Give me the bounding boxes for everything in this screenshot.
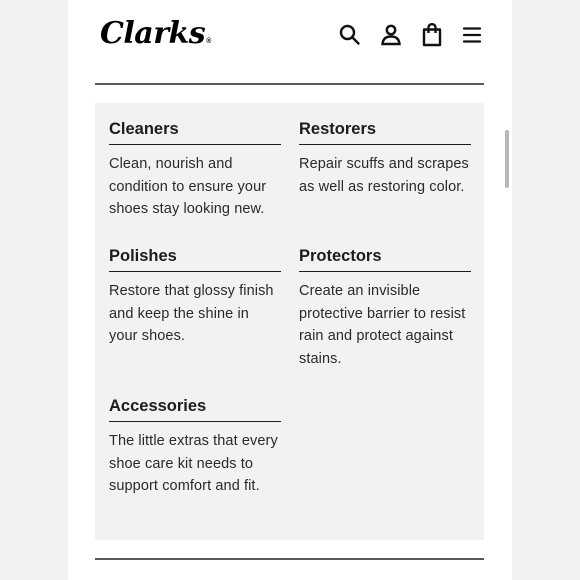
account-icon[interactable] xyxy=(378,22,404,48)
category-title[interactable]: Protectors xyxy=(299,230,471,272)
category-polishes[interactable] xyxy=(109,230,281,348)
site-header xyxy=(68,0,512,70)
section-divider-top xyxy=(95,83,484,85)
mobile-page xyxy=(68,0,512,580)
category-title[interactable]: Accessories xyxy=(109,380,281,422)
section-divider-bottom xyxy=(95,558,484,560)
clarks-logo[interactable] xyxy=(100,14,211,62)
logo-text: Clarks xyxy=(100,16,206,51)
registered-mark: ® xyxy=(206,38,211,45)
category-description: Restore that glossy finish and keep the shine in your shoes. xyxy=(109,283,274,345)
scrollbar-thumb[interactable] xyxy=(505,130,509,188)
shopping-bag-icon[interactable] xyxy=(419,22,445,48)
category-title[interactable]: Restorers xyxy=(299,103,471,145)
category-description: The little extras that every shoe care kit needs to support comfort and fit. xyxy=(109,433,278,495)
search-icon[interactable] xyxy=(337,22,363,48)
hamburger-menu-icon[interactable] xyxy=(459,22,485,48)
category-description: Clean, nourish and condition to ensure your shoes stay looking new. xyxy=(109,156,267,218)
shoe-care-category-panel xyxy=(95,103,484,540)
category-cleaners[interactable] xyxy=(109,103,281,221)
category-description: Create an invisible protective barrier to resist rain and protect against stains. xyxy=(299,283,466,367)
category-protectors[interactable] xyxy=(299,230,471,370)
category-title[interactable]: Polishes xyxy=(109,230,281,272)
category-restorers[interactable] xyxy=(299,103,471,198)
category-accessories[interactable] xyxy=(109,380,281,498)
category-description: Repair scuffs and scrapes as well as restoring color. xyxy=(299,156,469,195)
category-title[interactable]: Cleaners xyxy=(109,103,281,145)
